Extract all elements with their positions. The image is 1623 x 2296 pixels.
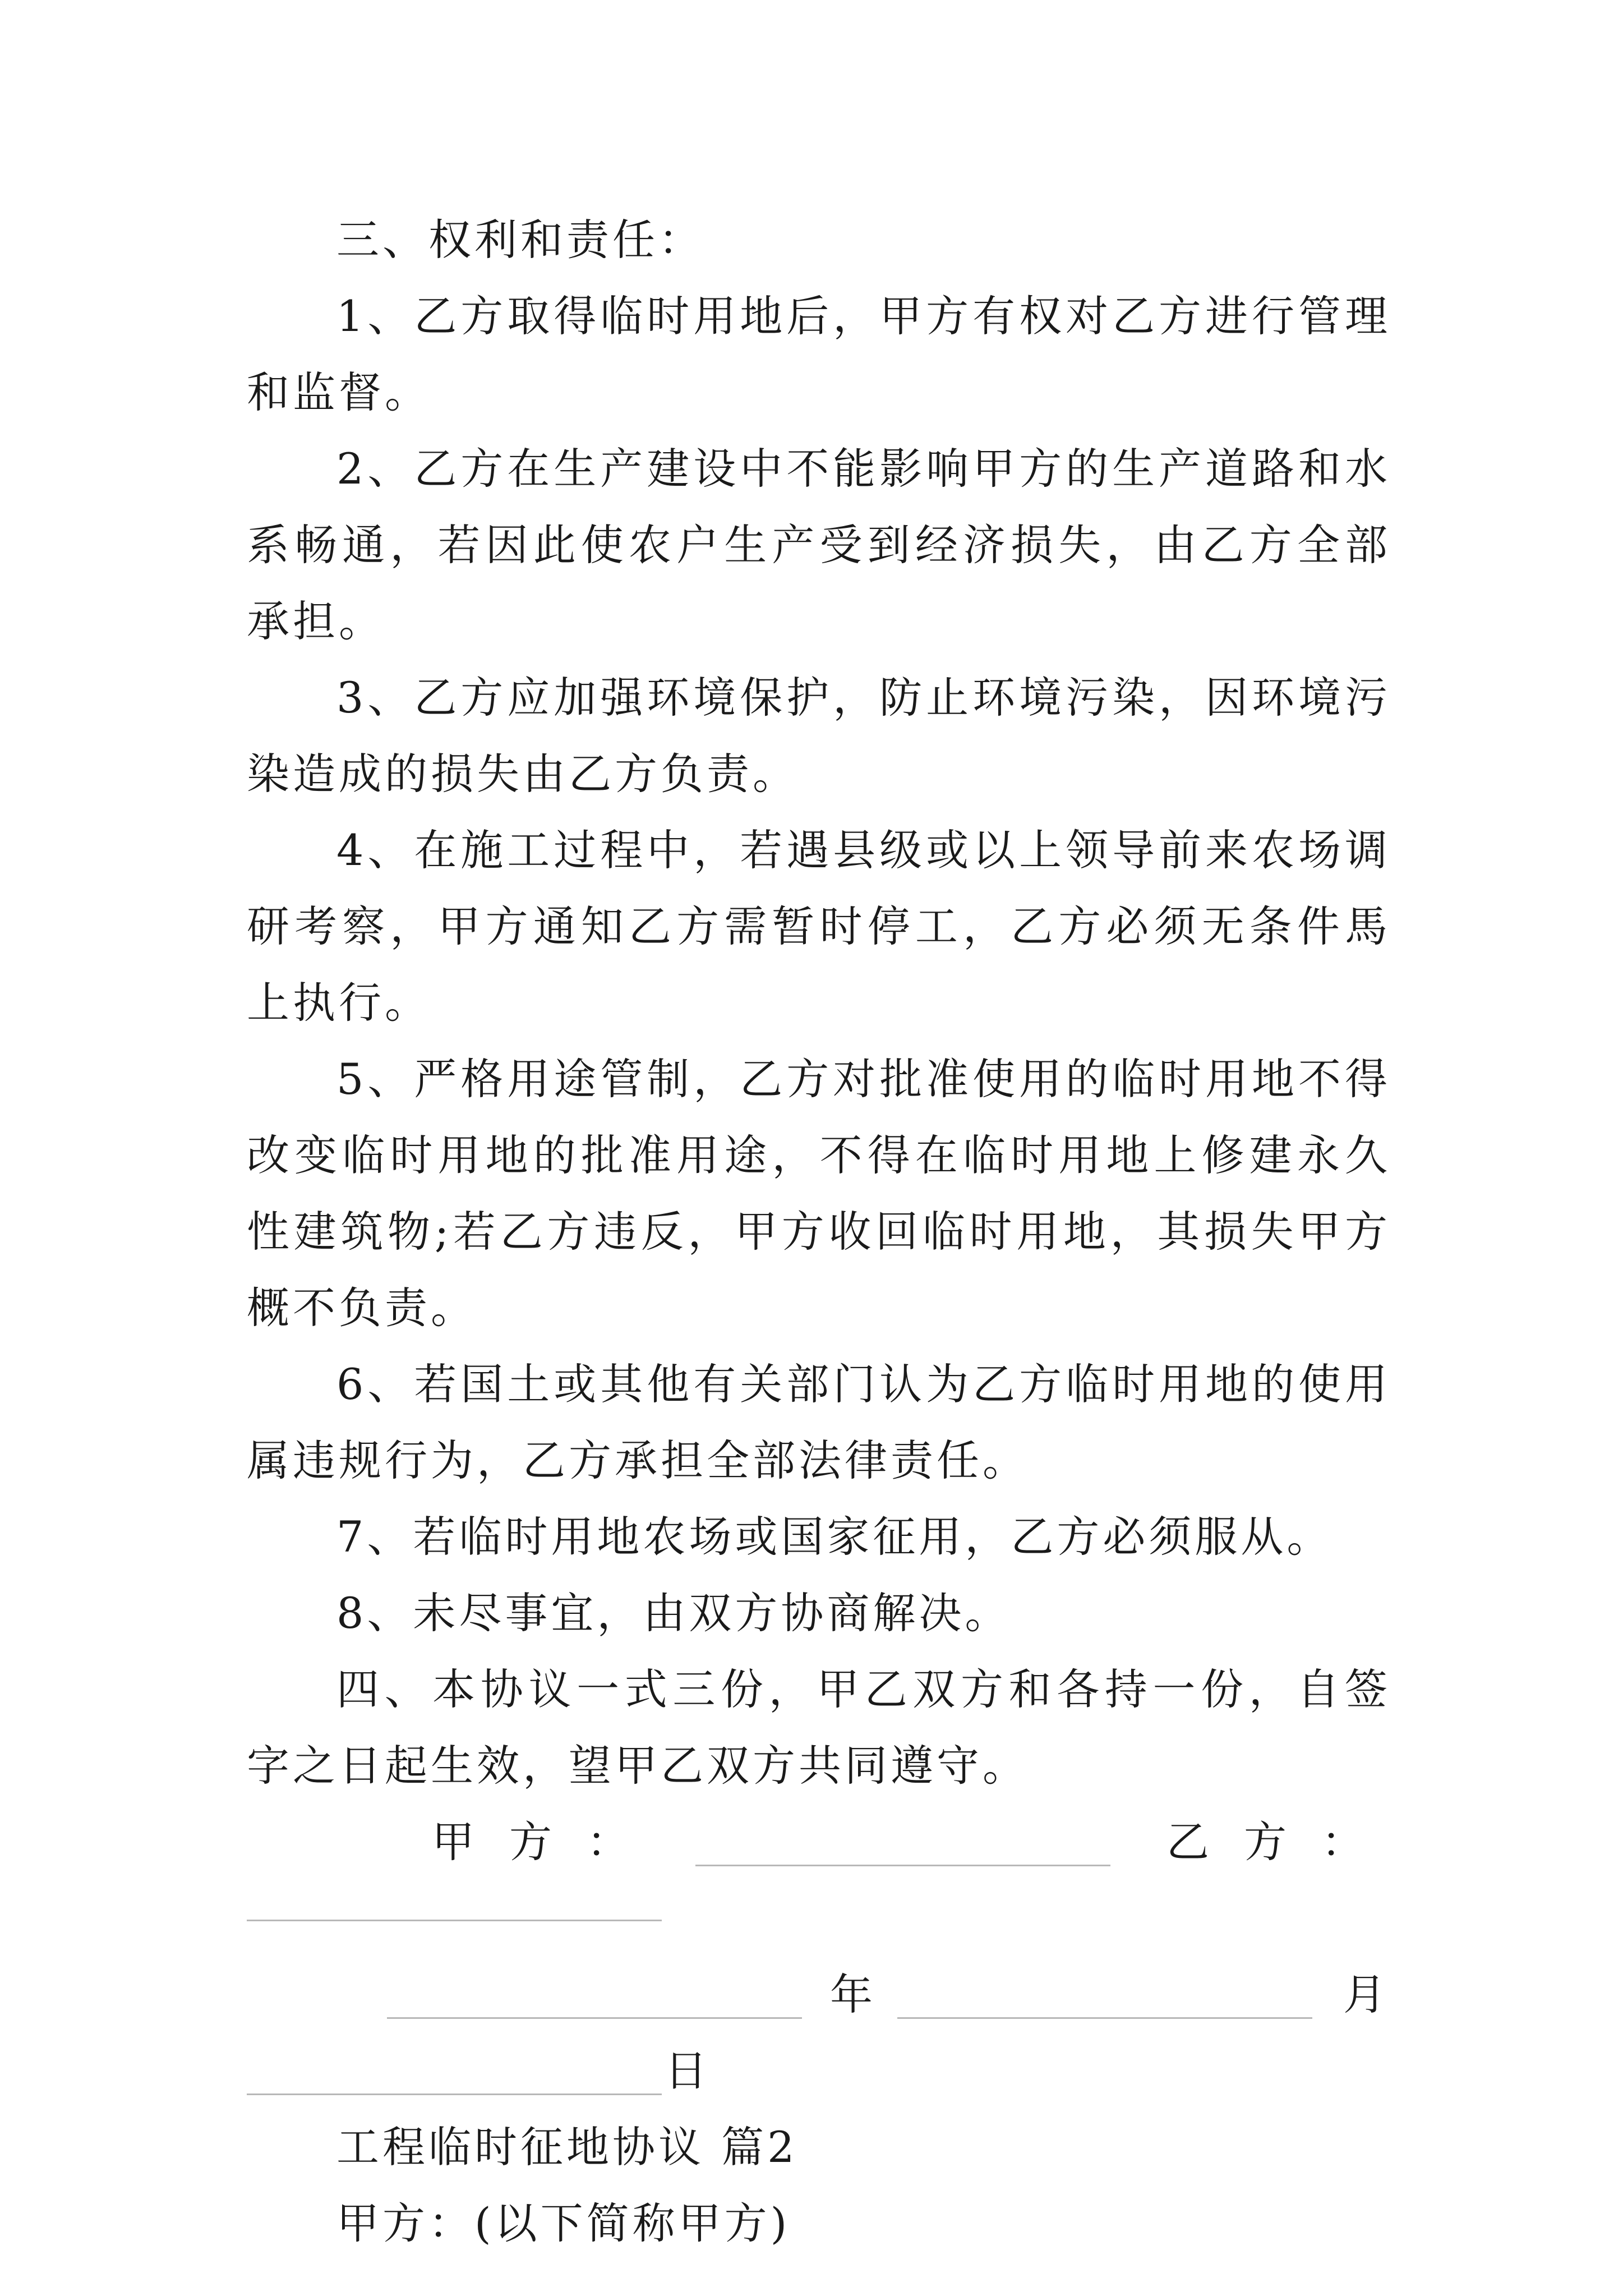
signature-row: [247, 1804, 1399, 1880]
month-line: [897, 2017, 1312, 2019]
day-line: [247, 2093, 662, 2095]
party-a-label: 甲方：: [432, 1817, 664, 1867]
party-b-signature-line: [247, 1920, 662, 1921]
party-b-label: 乙方：: [1166, 1817, 1399, 1867]
date-row: [247, 1957, 1391, 2033]
day-row: [247, 2033, 1391, 2109]
clause-7: 7、若临时用地农场或国家征用，乙方必须服从。: [336, 1512, 1333, 1562]
year-line: [387, 2017, 802, 2019]
year-label: 年: [830, 1970, 873, 2019]
document-body: [247, 202, 1399, 2262]
clause-8: 8、未尽事宜，由双方协商解决。: [336, 1588, 1011, 1638]
month-label: 月: [1343, 1970, 1386, 2019]
party-b-signature-row: [247, 1880, 1391, 1957]
clause-5: 5、严格用途管制，乙方对批准使用的临时用地不得改变临时用地的批准用途，不得在临时用地上修建永久性建筑物;若乙方违反，甲方收回临时用地，其损失甲方概不负责。: [247, 1054, 1391, 1333]
party-a-signature-line: [695, 1865, 1110, 1866]
section-heading-rights: 三、权利和责任：: [336, 215, 704, 265]
section-4-validity: 四、本协议一式三份，甲乙双方和各持一份，自签字之日起生效，望甲乙双方共同遵守。: [247, 1664, 1391, 1791]
clause-3: 3、乙方应加强环境保护，防止环境污染，因环境污染造成的损失由乙方负责。: [247, 673, 1391, 799]
clause-1: 1、乙方取得临时用地后，甲方有权对乙方进行管理和监督。: [247, 291, 1391, 417]
next-agreement-title: 工程临时征地协议 篇2: [336, 2122, 798, 2172]
clause-2: 2、乙方在生产建设中不能影响甲方的生产道路和水系畅通，若因此使农户生产受到经济损失，由乙方全部承担。: [247, 444, 1391, 646]
clause-4: 4、在施工过程中，若遇县级或以上领导前来农场调研考察，甲方通知乙方需暂时停工，乙方必须无条件馬上执行。: [247, 825, 1391, 1028]
next-party-a: 甲方：(以下简称甲方): [336, 2198, 791, 2248]
clause-6: 6、若国土或其他有关部门认为乙方临时用地的使用属违规行为，乙方承担全部法律责任。: [247, 1359, 1391, 1485]
day-label: 日: [665, 2046, 707, 2096]
